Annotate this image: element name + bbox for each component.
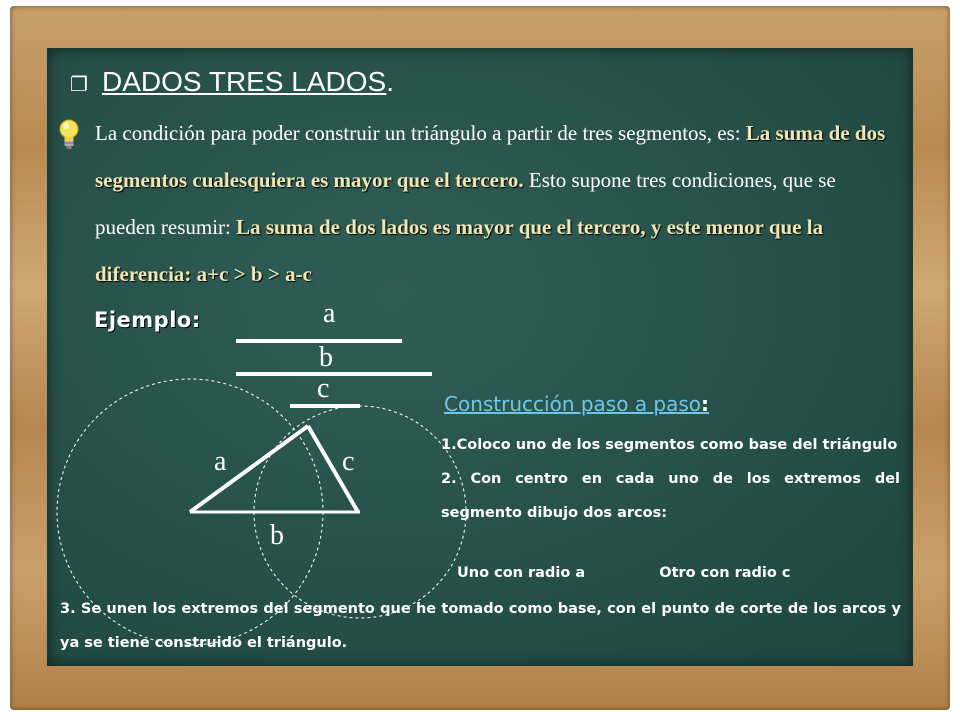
step-1: 1.Coloco uno de los segmentos como base del triángulo	[441, 437, 898, 453]
triangle-label-a: a	[214, 446, 227, 477]
segment-c-label: c	[317, 373, 330, 404]
segment-b-label: b	[319, 342, 333, 373]
radius-row	[457, 565, 791, 581]
triangle-side-a	[190, 426, 308, 512]
paragraph-text-1: La condición para poder construir un triángulo a partir de tres segmentos, es:	[95, 121, 746, 145]
triangle-label-b: b	[270, 520, 284, 551]
paragraph-highlight-1: La suma de dos segmentos cualesquiera es mayor que el tercero.	[95, 121, 886, 192]
construction-title	[444, 392, 709, 416]
paragraph-highlight-2: La suma de dos lados es mayor que el tercero, y este menor que la diferencia: a+c > b > a-c	[95, 215, 824, 286]
bullet-hollow-icon: ❐	[70, 72, 88, 96]
segment-a-label: a	[323, 298, 336, 329]
example-label: Ejemplo:	[94, 308, 201, 332]
construction-steps	[441, 428, 900, 530]
triangle-label-c: c	[342, 446, 355, 477]
title-suffix: .	[386, 66, 395, 97]
step-3: 3. Se unen los extremos del segmento que he tomado como base, con el punto de corte de los arcos y ya se tiene construido el triángulo.	[60, 601, 901, 651]
paragraph-text-2: Esto supone tres condiciones, que se pueden resumir:	[95, 168, 836, 239]
radius-c-text: Otro con radio c	[659, 565, 791, 581]
construction-title-colon: :	[701, 392, 710, 416]
title-text: DADOS TRES LADOS	[102, 66, 387, 97]
radius-a-text: Uno con radio a	[457, 565, 586, 581]
construction-title-text: Construcción paso a paso	[444, 392, 702, 416]
step-2: 2. Con centro en cada uno de los extremos del segmento dibujo dos arcos:	[441, 471, 900, 521]
